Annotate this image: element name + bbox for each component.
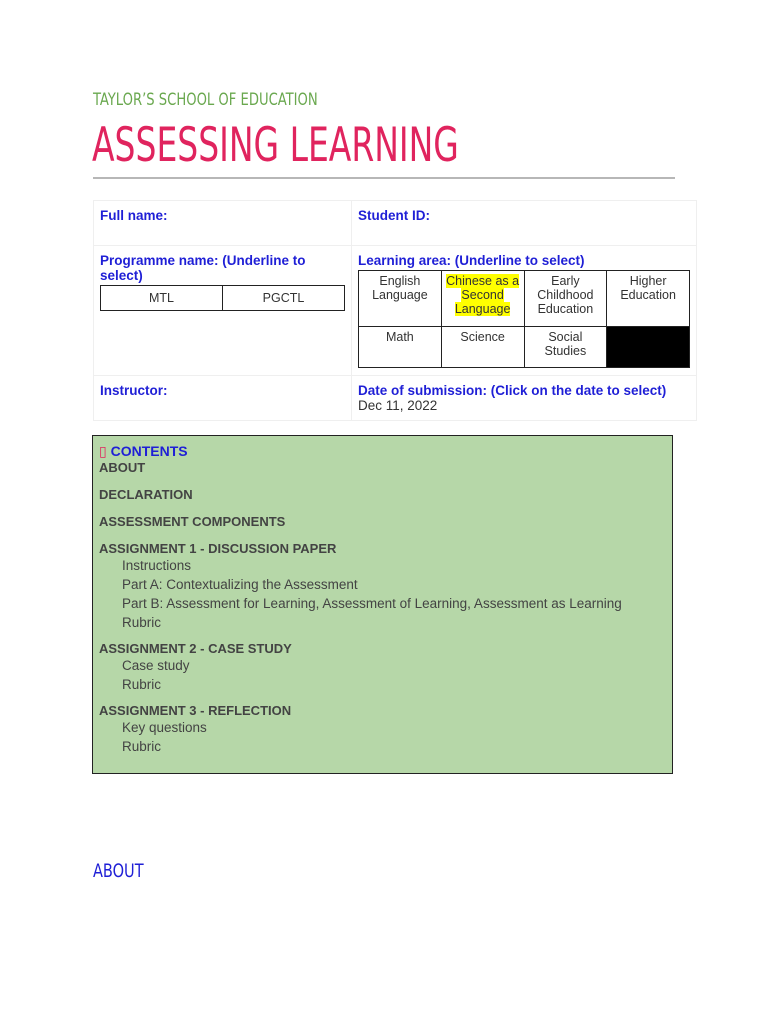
toc-assignment-3[interactable]: ASSIGNMENT 3 - REFLECTION <box>99 703 292 718</box>
toc-item[interactable]: Key questions <box>122 720 207 735</box>
date-cell[interactable] <box>352 376 697 421</box>
area-chinese-second-language[interactable] <box>441 271 524 327</box>
programme-option-pgctl[interactable]: PGCTL <box>223 286 345 311</box>
area-higher-education[interactable]: Higher Education <box>607 271 690 327</box>
programme-option-mtl[interactable]: MTL <box>101 286 223 311</box>
programme-cell <box>94 246 352 376</box>
full-name-label: Full name: <box>100 208 168 223</box>
toc-assignment-2[interactable]: ASSIGNMENT 2 - CASE STUDY <box>99 641 292 656</box>
instructor-cell[interactable] <box>94 376 352 421</box>
date-value[interactable]: Dec 11, 2022 <box>358 398 438 413</box>
contents-icon: ▯ <box>99 443 107 459</box>
student-id-cell[interactable] <box>352 201 697 246</box>
toc-item[interactable]: Part B: Assessment for Learning, Assessment of Learning, Assessment as Learning <box>122 596 622 611</box>
info-form-table <box>93 200 697 421</box>
toc-assessment-components[interactable]: ASSESSMENT COMPONENTS <box>99 514 286 529</box>
date-label: Date of submission: (Click on the date to select) <box>358 383 667 398</box>
title-divider <box>93 177 675 179</box>
toc-item[interactable]: Part A: Contextualizing the Assessment <box>122 577 358 592</box>
area-social-studies[interactable]: Social Studies <box>524 327 607 368</box>
learning-area-cell <box>352 246 697 376</box>
table-of-contents <box>92 435 673 774</box>
toc-item[interactable]: Rubric <box>122 615 162 630</box>
instructor-label: Instructor: <box>100 383 168 398</box>
area-english-language[interactable]: English Language <box>359 271 442 327</box>
area-science[interactable]: Science <box>441 327 524 368</box>
learning-area-options <box>358 270 690 368</box>
area-math[interactable]: Math <box>359 327 442 368</box>
area-early-childhood-education[interactable]: Early Childhood Education <box>524 271 607 327</box>
toc-declaration[interactable]: DECLARATION <box>99 487 193 502</box>
full-name-cell[interactable] <box>94 201 352 246</box>
programme-label: Programme name: (Underline to select) <box>100 253 306 283</box>
contents-heading[interactable] <box>99 443 666 460</box>
about-heading: ABOUT <box>93 860 144 882</box>
page-title: ASSESSING LEARNING <box>92 118 459 173</box>
toc-assignment-1[interactable]: ASSIGNMENT 1 - DISCUSSION PAPER <box>99 541 337 556</box>
toc-about[interactable]: ABOUT <box>99 460 146 475</box>
student-id-label: Student ID: <box>358 208 430 223</box>
contents-heading-label: CONTENTS <box>110 443 188 459</box>
highlighted-area-text: Chinese as a Second Language <box>446 274 520 316</box>
toc-item[interactable]: Instructions <box>122 558 192 573</box>
toc-item[interactable]: Case study <box>122 658 190 673</box>
toc-item[interactable]: Rubric <box>122 739 162 754</box>
area-empty-black-cell <box>607 327 690 368</box>
learning-area-label: Learning area: (Underline to select) <box>358 253 585 268</box>
toc-item[interactable]: Rubric <box>122 677 162 692</box>
programme-options <box>100 285 345 311</box>
school-name: TAYLOR’S SCHOOL OF EDUCATION <box>93 90 318 110</box>
